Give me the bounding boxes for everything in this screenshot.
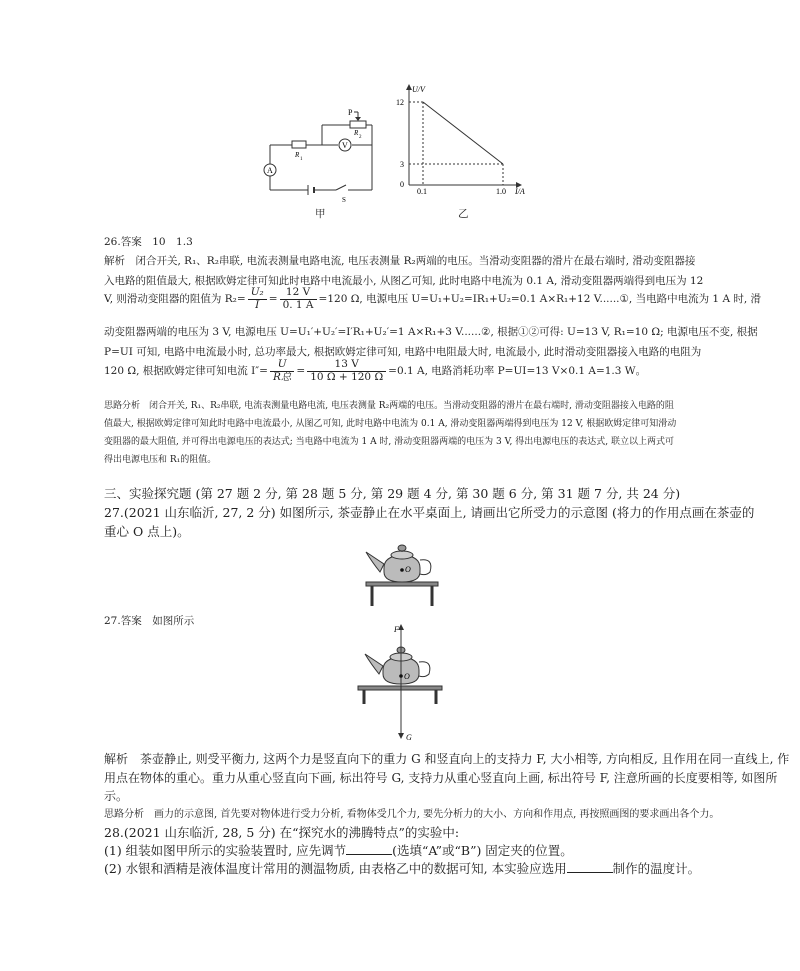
q26-text: V, 则滑动变阻器的阻值为 R₂= [104,293,246,306]
q26-analysis-formula-line: 120 Ω, 根据欧姆定律可知电流 I″= $\frac{U}{\text{R总}}$ = $\frac{13 V}{10 \Omega + 120 \Omega}$ =0.1 A, 电路消耗功率 P=UI=13 V×0.1 A=1.3 W。 [104,358,647,383]
answer-blank[interactable] [346,842,392,855]
q28-stem: 28.(2021 山东临沂, 28, 5 分) 在“探究水的沸腾特点”的实验中: [104,825,460,840]
force-g-label: G [406,733,412,742]
center-of-gravity-point [399,674,403,678]
q26-thinking-line: 变阻器的最大阻值, 并可得出电源电压的表达式; 当电路中电流为 1 A 时, 滑动变阻器两端的电压为 3 V, 得出电源电压的表达式, 联立以上两式可 [104,437,674,447]
q26-analysis-line: P=UI 可知, 电路中电流最小时, 总功率最大, 根据欧姆定律可知, 电路中电阻最大时, 电流最小, 此时滑动变阻器接入电路的电阻为 [104,346,702,358]
y-tick-3: 3 [400,160,404,169]
slider-label: P [348,108,353,117]
r1-subscript: 1 [300,157,303,162]
teapot-force-figure [350,622,450,744]
q26-analysis-line: 入电路的阻值最大, 根据欧姆定律可知此时电路中电流最小, 从图乙可知, 此时电路中电流为 0.1 A, 滑动变阻器两端得到电压为 12 [104,275,704,287]
q27-analysis-line: 解析 茶壶静止, 则受平衡力, 这两个力是竖直向下的重力 G 和竖直向上的支持力 F, 大小相等, 方向相反, 且作用在同一直线上, 作 [104,752,790,766]
section-heading: 三、实验探究题 (第 27 题 2 分, 第 28 题 5 分, 第 29 题 4 分, 第 30 题 6 分, 第 31 题 7 分, 共 24 分) [104,486,681,501]
q26-analysis-formula-line: V, 则滑动变阻器的阻值为 R₂= $\frac{\text{U₂}}{I}$ = $\frac{12 V}{0. 1 A}$ =120 Ω, 电源电压 U=U₁+U₂=IR₁+U₂=0.1 A×R₁+12 V......①, 当电路中电流为 1 A 时, 滑 [104,286,762,311]
teapot-figure [362,534,442,608]
fraction-13v-over-sum: $\frac{13 V}{10 \Omega + 120 \Omega}$ [307,359,386,383]
circuit-caption: 甲 [315,208,326,220]
y-axis-label: U/V [412,85,425,94]
r2-label: R [354,129,359,137]
fraction-u2-over-i: $\frac{\text{U₂}}{I}$ [248,287,267,311]
r2-subscript: 2 [359,135,362,140]
q28-part1-text: (选填“A”或“B”) 固定夹的位置。 [392,843,573,858]
x-tick-0.1: 0.1 [417,187,427,196]
q26-text: =0.1 A, 电路消耗功率 P=UI=13 V×0.1 A=1.3 W。 [388,365,647,378]
fraction-12v-over-0.1a: $\frac{12 V}{0. 1 A}$ [280,287,317,311]
q28-part2-text: (2) 水银和酒精是液体温度计常用的测温物质, 由表格乙中的数据可知, 本实验应选用 [104,861,567,876]
switch-label: S [342,196,346,204]
q28-part1 [104,841,573,859]
force-f-label: F [394,625,399,634]
graph-caption: 乙 [458,208,469,220]
q26-analysis-line: 解析 闭合开关, R₁、R₂串联, 电流表测量电路电流, 电压表测量 R₂两端的电压。当滑动变阻器的滑片在最右端时, 滑动变阻器接 [104,255,696,267]
q27-analysis-line: 用点在物体的重心。重力从重心竖直向下画, 标出符号 G, 支持力从重心竖直向上画, 标出符号 F, 注意所画的长度要相等, 如图所 [104,771,778,785]
y-tick-0: 0 [400,180,404,189]
y-tick-12: 12 [396,98,404,107]
ui-graph [372,82,532,200]
q27-analysis-line: 示。 [104,789,129,803]
q27-stem-line: 27.(2021 山东临沂, 27, 2 分) 如图所示, 茶壶静止在水平桌面上, 请画出它所受力的示意图 (将力的作用点画在茶壶的 [104,505,755,520]
q26-thinking-line: 思路分析 闭合开关, R₁、R₂串联, 电流表测量电路电流, 电压表测量 R₂两端的电压。当滑动变阻器的滑片在最右端时, 滑动变阻器接入电路的阻 [104,401,674,411]
answer-blank[interactable] [567,860,613,873]
q26-thinking-line: 值最大, 根据欧姆定律可知此时电路中电流最小, 从图乙可知, 此时电路中电流为 0.1 A, 滑动变阻器两端得到电压为 12 V, 根据欧姆定律可知滑动 [104,419,677,429]
q27-answer: 27.答案 如图所示 [104,615,195,627]
voltmeter-label: V [342,141,348,150]
fraction-u-over-r-total: $\frac{U}{\text{R总}}$ [270,359,294,383]
q28-part2-text: 制作的温度计。 [612,861,701,876]
circuit-diagram [262,100,382,220]
point-o-label: O [405,565,411,574]
q27-stem-line: 重心 O 点上)。 [104,524,190,539]
x-tick-1.0: 1.0 [496,187,506,196]
q28-part2 [104,859,700,877]
point-o-label: O [404,672,410,681]
x-axis-label: I/A [515,187,525,196]
q26-text: =120 Ω, 电源电压 U=U₁+U₂=IR₁+U₂=0.1 A×R₁+12 V......①, 当电路中电流为 1 A 时, 滑 [318,293,762,306]
q26-answer: 26.答案 10 1.3 [104,236,193,248]
q26-text: 120 Ω, 根据欧姆定律可知电流 I″= [104,365,268,378]
ammeter-label: A [267,166,273,175]
q27-thinking: 思路分析 画力的示意图, 首先要对物体进行受力分析, 看物体受几个力, 要先分析力的大小、方向和作用点, 再按照画图的要求画出各个力。 [104,809,720,820]
q26-thinking-line: 得出电源电压和 R₁的阻值。 [104,455,217,465]
center-of-gravity-point [400,568,404,572]
q28-part1-text: (1) 组装如图甲所示的实验装置时, 应先调节 [104,843,347,858]
r1-label: R [295,151,300,159]
q26-analysis-line: 动变阻器两端的电压为 3 V, 电源电压 U=U₁′+U₂′=I′R₁+U₂′=1 A×R₁+3 V......②, 根据①②可得: U=13 V, R₁=10 Ω; 电源电压不变, 根据 [104,326,758,338]
